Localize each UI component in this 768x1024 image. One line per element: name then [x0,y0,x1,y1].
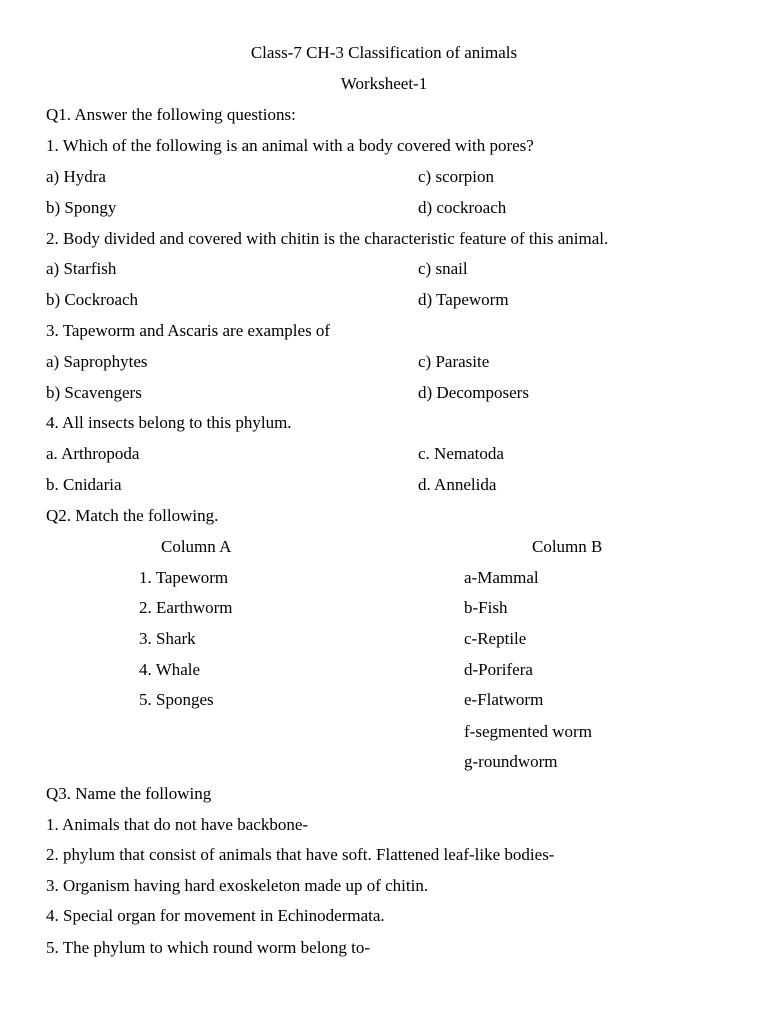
column-a-item: 1. Tapeworm [139,568,229,587]
column-b-item: a-Mammal [464,568,539,587]
column-b-item: f-segmented worm [464,722,592,741]
q3-heading: Q3. Name the following [46,784,212,803]
q1-question-2: 2. Body divided and covered with chitin is the characteristic feature of this animal. [46,229,609,248]
q1-q1-option-a: a) Hydra [46,167,106,186]
q1-q3-option-d: d) Decomposers [418,383,529,402]
q1-q4-option-d: d. Annelida [418,475,497,494]
worksheet-subtitle: Worksheet-1 [340,74,428,93]
q3-item: 5. The phylum to which round worm belong to- [46,938,371,957]
q1-q1-option-b: b) Spongy [46,198,117,217]
column-b-item: g-roundworm [464,752,558,771]
column-a-item: 5. Sponges [139,690,214,709]
q3-item: 4. Special organ for movement in Echinodermata. [46,906,385,925]
column-a-item: 3. Shark [139,629,196,648]
q1-q2-option-c: c) snail [418,259,468,278]
q1-q2-option-b: b) Cockroach [46,290,139,309]
q3-item: 1. Animals that do not have backbone- [46,815,309,834]
q3-item: 3. Organism having hard exoskeleton made up of chitin. [46,876,429,895]
q1-question-1: 1. Which of the following is an animal with a body covered with pores? [46,136,534,155]
worksheet-title: Class-7 CH-3 Classification of animals [250,43,518,62]
column-b-item: c-Reptile [464,629,527,648]
q1-question-4: 4. All insects belong to this phylum. [46,413,292,432]
q1-q3-option-b: b) Scavengers [46,383,142,402]
q3-item: 2. phylum that consist of animals that have soft. Flattened leaf-like bodies- [46,845,555,864]
q1-question-3: 3. Tapeworm and Ascaris are examples of [46,321,331,340]
q1-q3-option-c: c) Parasite [418,352,490,371]
q2-heading: Q2. Match the following. [46,506,219,525]
q1-q2-option-d: d) Tapeworm [418,290,509,309]
q1-q4-option-a: a. Arthropoda [46,444,140,463]
q1-q2-option-a: a) Starfish [46,259,117,278]
q1-heading: Q1. Answer the following questions: [46,105,296,124]
column-a-item: 4. Whale [139,660,201,679]
column-b-item: b-Fish [464,598,508,617]
column-b-item: e-Flatworm [464,690,544,709]
column-a-item: 2. Earthworm [139,598,233,617]
q1-q4-option-b: b. Cnidaria [46,475,122,494]
column-a-header: Column A [161,537,232,556]
q1-q1-option-d: d) cockroach [418,198,507,217]
q1-q4-option-c: c. Nematoda [418,444,504,463]
q1-q3-option-a: a) Saprophytes [46,352,148,371]
column-b-item: d-Porifera [464,660,533,679]
column-b-header: Column B [532,537,603,556]
q1-q1-option-c: c) scorpion [418,167,495,186]
